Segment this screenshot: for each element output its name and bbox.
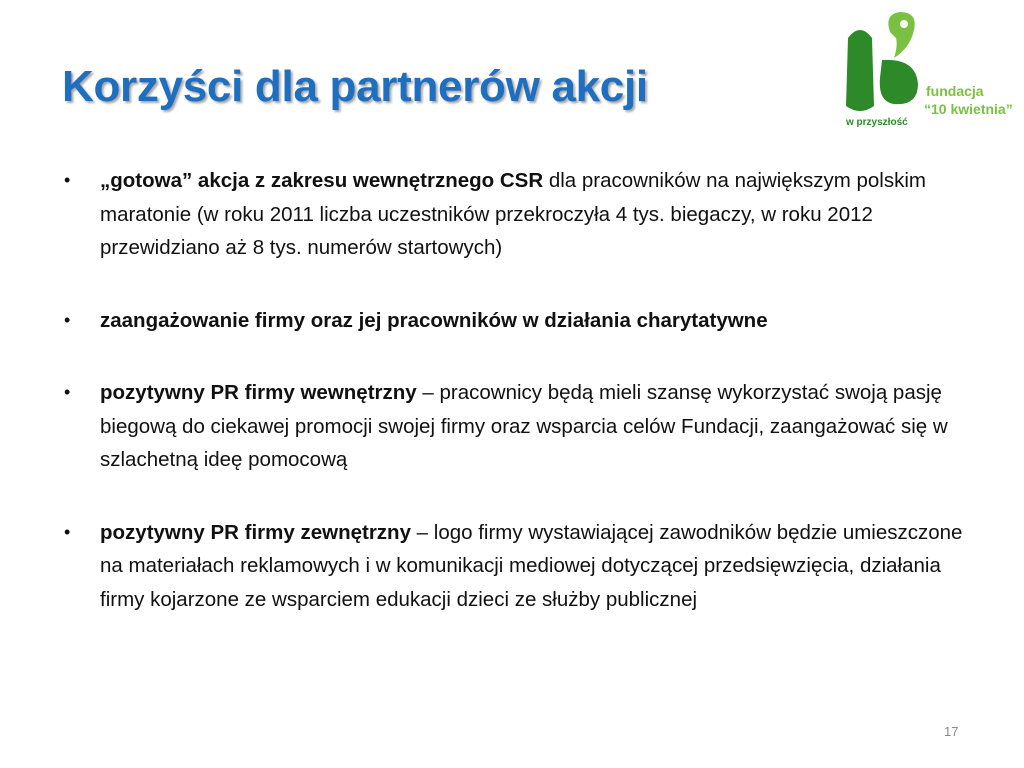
bullet-regular-text: – logo firmy wystawiającej zawodników będzie umieszczone na materiałach reklamowych i w komunikacji mediowej dotyczącej przedsięwzięcia, działania firmy kojarzone ze wsparciem edukacji dzieci ze służby publicznej <box>100 520 963 611</box>
bullet-dot-icon: • <box>64 382 71 402</box>
bullet-item <box>64 304 964 338</box>
bullet-dot-icon: • <box>64 309 71 330</box>
bullet-dot-icon: • <box>64 521 71 542</box>
bullet-regular-text: – pracownicy będą mieli szansę wykorzystać swoją pasję biegową do ciekawej promocji swojej firmy oraz wsparcia celów Fundacji, zaangażować się w szlachetną ideę pomocową <box>100 381 948 471</box>
slide-title: Korzyści dla partnerów akcji <box>62 62 648 111</box>
bullet-bold-text: zaangażowanie firmy oraz jej pracowników w działania charytatywne <box>100 308 768 332</box>
bullet-bold-text: pozytywny PR firmy zewnętrzny <box>100 520 411 544</box>
bullet-item <box>64 164 964 265</box>
bullet-list <box>64 164 964 655</box>
logo-tagline: w przyszłość <box>846 117 908 128</box>
page-number: 17 <box>944 724 959 739</box>
bullet-bold-text: „gotowa” akcja z zakresu wewnętrznego CSR <box>100 169 544 192</box>
bullet-dot-icon: • <box>64 170 71 190</box>
logo-name-line2: “10 kwietnia” <box>924 101 1013 117</box>
bullet-item <box>64 516 964 617</box>
bullet-item <box>64 376 964 477</box>
bullet-text <box>100 164 964 265</box>
logo-name-line1: fundacja <box>926 83 984 99</box>
bullet-text <box>100 304 964 338</box>
logo-name <box>924 82 1013 118</box>
logo-leaf-icon <box>838 8 924 118</box>
bullet-regular-text: dla pracowników na największym polskim maratonie (w roku 2011 liczba uczestników przekroczyła 4 tys. biegaczy, w roku 2012 przewidziano aż 8 tys. numerów startowych) <box>100 169 926 259</box>
foundation-logo <box>838 8 1024 128</box>
bullet-bold-text: pozytywny PR firmy wewnętrzny <box>100 381 417 404</box>
bullet-text <box>100 376 964 477</box>
bullet-text <box>100 516 964 617</box>
